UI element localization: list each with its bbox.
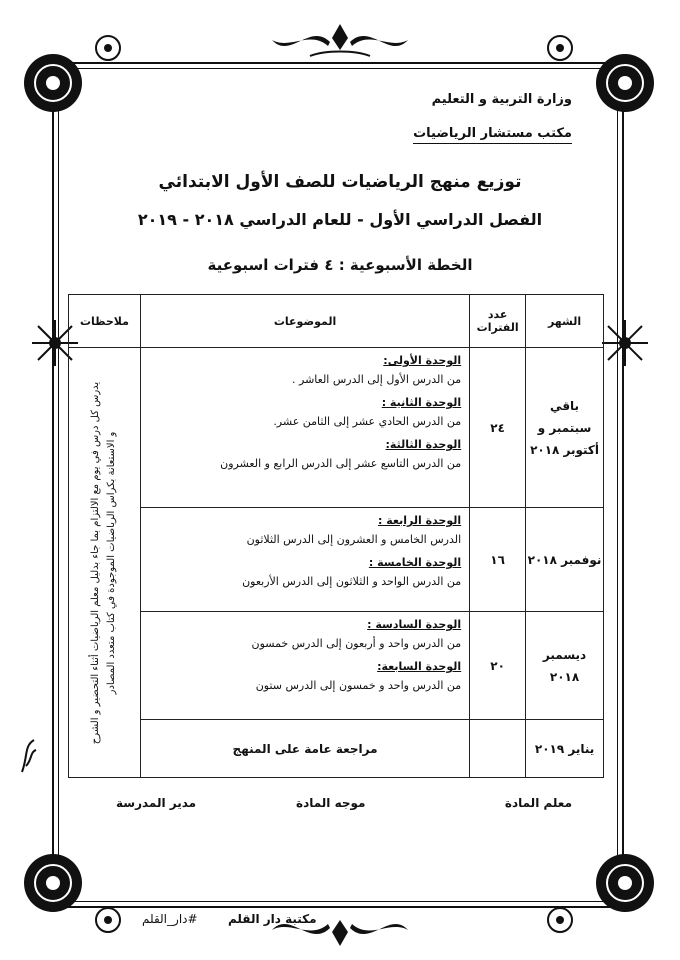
bottom-right-ornament — [540, 900, 580, 940]
corner-ornament-top-left — [24, 54, 82, 112]
review-cell: مراجعة عامة على المنهج — [140, 720, 469, 778]
unit-title: الوحدة الأولى: — [383, 354, 462, 367]
unit-lessons: من الدرس الواحد و الثلاثون إلى الدرس الأربعون — [242, 575, 462, 588]
unit-lessons: من الدرس التاسع عشر إلى الدرس الرابع و العشرون — [220, 457, 462, 470]
count-cell — [470, 720, 526, 778]
corner-ornament-bottom-left — [24, 854, 82, 912]
bottom-left-ornament — [88, 900, 128, 940]
unit-lessons: الدرس الخامس و العشرون إلى الدرس الثلاثون — [246, 533, 462, 546]
weekly-plan-title: الخطة الأسبوعية : ٤ فترات اسبوعية — [207, 256, 473, 274]
unit-lessons: من الدرس واحد و أربعون إلى الدرس خمسون — [251, 637, 462, 650]
table-row — [69, 348, 604, 508]
top-right-ornament — [540, 28, 580, 68]
ministry-name: وزارة التربية و التعليم — [431, 92, 572, 107]
supervisor-signature-label: موجه المادة — [296, 796, 366, 810]
count-cell: ٢٠ — [470, 612, 526, 720]
month-cell: يناير ٢٠١٩ — [526, 720, 604, 778]
unit-title: الوحدة الثالثة: — [385, 438, 462, 451]
notes-header: ملاحظات — [69, 295, 141, 348]
count-header: عدد الفترات — [470, 295, 526, 348]
curriculum-table — [68, 294, 604, 778]
table-row — [69, 612, 604, 720]
top-ornament — [270, 20, 410, 64]
corner-ornament-top-right — [596, 54, 654, 112]
unit-title: الوحدة الخامسة : — [368, 556, 462, 569]
table-row — [69, 720, 604, 778]
topics-cell — [140, 508, 469, 612]
notes-cell — [69, 348, 141, 778]
month-cell: باقي سبتمبر و أكتوبر ٢٠١٨ — [526, 348, 604, 508]
table-header-row — [69, 295, 604, 348]
right-side-ornament — [600, 318, 650, 368]
month-cell: نوفمبر ٢٠١٨ — [526, 508, 604, 612]
unit-title: الوحدة الرابعة : — [378, 514, 462, 527]
table-row — [69, 508, 604, 612]
principal-signature-label: مدير المدرسة — [116, 796, 197, 810]
unit-title: الوحدة السادسة : — [367, 618, 462, 631]
unit-title: الوحدة السابعة: — [377, 660, 462, 673]
topics-cell — [140, 348, 469, 508]
count-cell: ١٦ — [470, 508, 526, 612]
topics-cell — [140, 612, 469, 720]
hashtag: #دار_القلم — [142, 912, 198, 926]
office-name: مكتب مستشار الرياضيات — [413, 126, 572, 144]
library-name: مكتبة دار القلم — [228, 912, 317, 926]
calligraphy-ornament — [18, 736, 40, 776]
unit-lessons: من الدرس الأول إلى الدرس العاشر . — [292, 373, 462, 386]
count-cell: ٢٤ — [470, 348, 526, 508]
unit-title: الوحدة الثانية : — [381, 396, 462, 409]
month-header: الشهر — [526, 295, 604, 348]
corner-ornament-bottom-right — [596, 854, 654, 912]
term-title: الفصل الدراسي الأول - للعام الدراسي ٢٠١٨ - ٢٠١٩ — [137, 210, 543, 229]
document-title: توزيع منهج الرياضيات للصف الأول الابتدائي — [158, 172, 522, 192]
teacher-signature-label: معلم المادة — [504, 796, 572, 810]
unit-lessons: من الدرس الحادي عشر إلى الثامن عشر. — [273, 415, 462, 428]
month-cell: ديسمبر ٢٠١٨ — [526, 612, 604, 720]
unit-lessons: من الدرس واحد و خمسون إلى الدرس ستون — [255, 679, 462, 692]
topics-header: الموضوعات — [140, 295, 469, 348]
top-left-ornament — [88, 28, 128, 68]
notes-text: يدرس كل درس في يوم مع الالتزام بما جاء بدليل معلم الرياضيات أثناء التحضير و الشرح و الاستعانة بكراس الرياضيات الموجودة في كتاب متعدد المصادر — [90, 381, 118, 744]
